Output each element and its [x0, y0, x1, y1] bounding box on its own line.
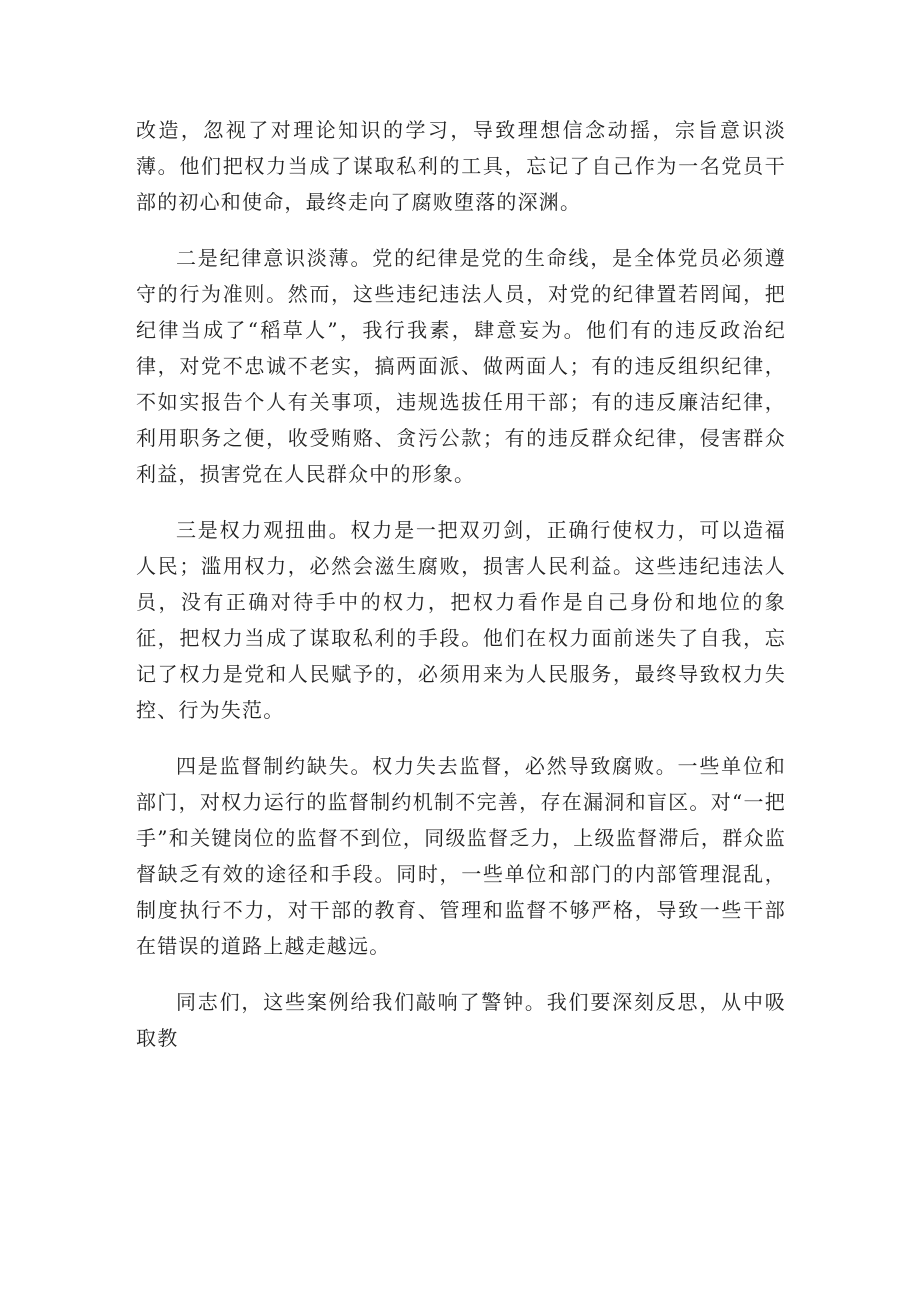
paragraph-discipline: 二是纪律意识淡薄。党的纪律是党的生命线，是全体党员必须遵守的行为准则。然而，这些违纪违法人员，对党的纪律置若罔闻，把纪律当成了“稻草人”，我行我素，肆意妄为。他们有的违反政治纪律，对党不忠诚不老实，搞两面派、做两面人；有的违反组织纪律，不如实报告个人有关事项，违规选拔任用干部；有的违反廉洁纪律，利用职务之便，收受贿赂、贪污公款；有的违反群众纪律，侵害群众利益，损害党在人民群众中的形象。: [136, 246, 786, 486]
paragraph-supervision: 四是监督制约缺失。权力失去监督，必然导致腐败。一些单位和部门，对权力运行的监督制约机制不完善，存在漏洞和盲区。对“一把手”和关键岗位的监督不到位，同级监督乏力，上级监督滞后，群众监督缺乏有效的途径和手段。同时，一些单位和部门的内部管理混乱，制度执行不力，对干部的教育、管理和监督不够严格，导致一些干部在错误的道路上越走越远。: [136, 754, 786, 958]
paragraph-continuation: 改造，忽视了对理论知识的学习，导致理想信念动摇，宗旨意识淡薄。他们把权力当成了谋取私利的工具，忘记了自己作为一名党员干部的初心和使命，最终走向了腐败堕落的深渊。: [136, 118, 786, 214]
paragraph-power-view: 三是权力观扭曲。权力是一把双刃剑，正确行使权力，可以造福人民；滥用权力，必然会滋生腐败，损害人民利益。这些违纪违法人员，没有正确对待手中的权力，把权力看作是自己身份和地位的象征，把权力当成了谋取私利的手段。他们在权力面前迷失了自我，忘记了权力是党和人民赋予的，必须用来为人民服务，最终导致权力失控、行为失范。: [136, 518, 786, 722]
paragraph-comrades: 同志们，这些案例给我们敲响了警钟。我们要深刻反思，从中吸取教: [136, 990, 786, 1050]
document-body: [136, 112, 786, 1076]
